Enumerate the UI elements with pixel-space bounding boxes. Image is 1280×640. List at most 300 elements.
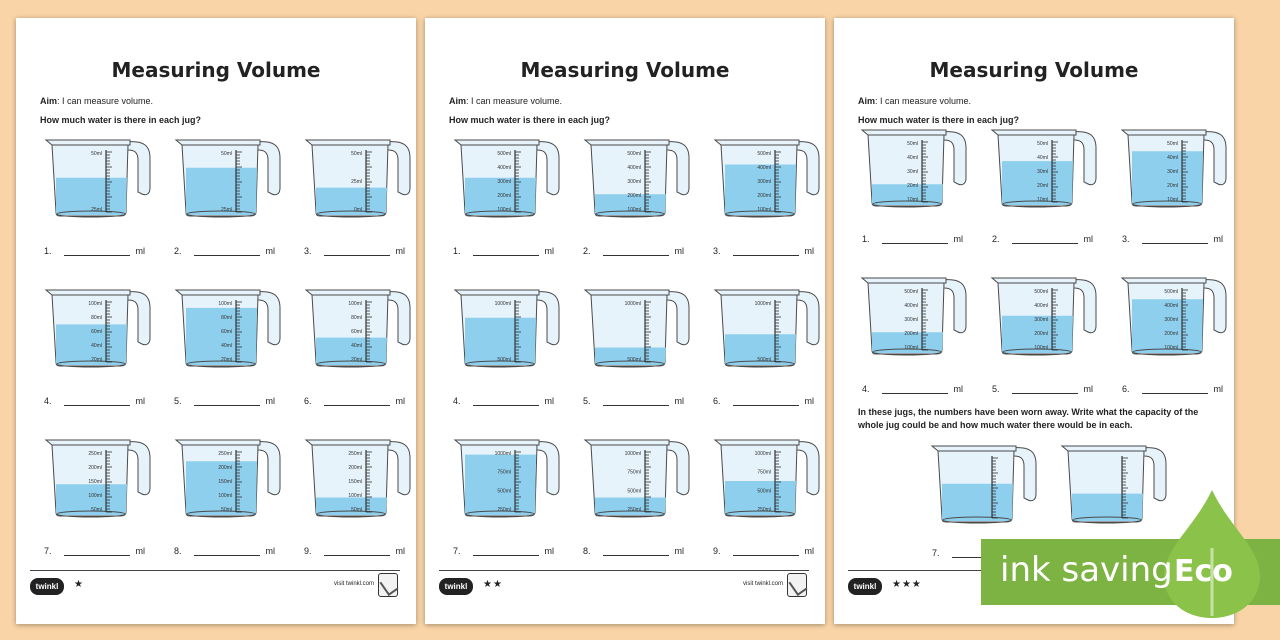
answer-blank[interactable] xyxy=(324,396,390,406)
scale-label: 100ml xyxy=(1164,345,1178,351)
quality-badge-icon xyxy=(378,573,398,597)
jug-rim xyxy=(1062,446,1146,451)
visit-link-text: visit twinkl.com xyxy=(333,581,374,587)
measuring-jug xyxy=(583,286,693,368)
answer-line[interactable] xyxy=(1122,384,1223,394)
footer xyxy=(439,570,809,610)
measuring-jug xyxy=(1060,442,1170,524)
scale-label: 50ml xyxy=(91,151,102,157)
answer-blank[interactable] xyxy=(733,246,799,256)
scale-label: 150ml xyxy=(348,479,362,485)
unit-label: ml xyxy=(265,546,276,556)
jug-rim xyxy=(992,130,1076,135)
scale-label: 40ml xyxy=(91,343,102,349)
question-number: 3. xyxy=(713,246,721,256)
jug-handle xyxy=(256,442,280,495)
answer-line[interactable] xyxy=(453,396,554,406)
scale-label: 50ml xyxy=(907,141,918,147)
measuring-jug xyxy=(44,136,154,218)
jug-rim xyxy=(176,140,260,145)
quality-badge-icon xyxy=(787,573,807,597)
answer-line[interactable] xyxy=(304,546,405,556)
question-number: 1. xyxy=(453,246,461,256)
scale-label: 200ml xyxy=(1164,331,1178,337)
answer-blank[interactable] xyxy=(473,546,539,556)
jug-handle xyxy=(256,142,280,195)
unit-label: ml xyxy=(135,546,146,556)
scale-label: 40ml xyxy=(351,343,362,349)
answer-blank[interactable] xyxy=(473,396,539,406)
aim-text: Aim: I can measure volume. xyxy=(449,96,563,106)
jug-handle xyxy=(1202,280,1226,333)
scale-label: 400ml xyxy=(904,303,918,309)
jug-handle xyxy=(795,442,819,495)
answer-blank[interactable] xyxy=(1012,384,1078,394)
unit-label: ml xyxy=(1083,384,1094,394)
answer-blank[interactable] xyxy=(194,546,260,556)
question-number: 5. xyxy=(583,396,591,406)
question-text: How much water is there in each jug? xyxy=(858,115,1020,125)
measuring-jug xyxy=(713,136,823,218)
answer-blank[interactable] xyxy=(603,246,669,256)
scale-label: 50ml xyxy=(91,507,102,513)
answer-blank[interactable] xyxy=(882,384,948,394)
scale-label: 500ml xyxy=(1034,289,1048,295)
jug-rim xyxy=(1122,130,1206,135)
scale-label: 500ml xyxy=(627,151,641,157)
question-number: 8. xyxy=(583,546,591,556)
scale-label: 100ml xyxy=(757,207,771,213)
question-number: 5. xyxy=(174,396,182,406)
scale-label: 25ml xyxy=(221,207,232,213)
scale-label: 500ml xyxy=(904,289,918,295)
scale-label: 400ml xyxy=(1034,303,1048,309)
worn-numbers-instruction: In these jugs, the numbers have been worn away. Write what the capacity of the whole jug could be and how much water there would be in each. xyxy=(858,407,1199,431)
jug-rim xyxy=(992,278,1076,283)
jug-rim xyxy=(862,130,946,135)
jug-rim xyxy=(306,140,390,145)
scale-label: 150ml xyxy=(218,479,232,485)
answer-blank[interactable] xyxy=(882,234,948,244)
scale-label: 1000ml xyxy=(624,451,641,457)
jug-handle xyxy=(535,142,559,195)
jug-rim xyxy=(176,290,260,295)
answer-line[interactable] xyxy=(44,246,145,256)
jug-rim xyxy=(932,446,1016,451)
unit-label: ml xyxy=(395,246,406,256)
jug-handle xyxy=(386,142,410,195)
unit-label: ml xyxy=(135,246,146,256)
scale-label: 200ml xyxy=(1034,331,1048,337)
answer-blank[interactable] xyxy=(64,546,130,556)
question-number: 4. xyxy=(862,384,870,394)
scale-label: 50ml xyxy=(351,507,362,513)
jug-handle xyxy=(386,292,410,345)
measuring-jug xyxy=(713,286,823,368)
scale-label: 100ml xyxy=(348,301,362,307)
scale-label: 100ml xyxy=(218,493,232,499)
scale-label: 200ml xyxy=(497,193,511,199)
question-number: 2. xyxy=(992,234,1000,244)
unit-label: ml xyxy=(135,396,146,406)
unit-label: ml xyxy=(1213,384,1224,394)
question-text: How much water is there in each jug? xyxy=(449,115,611,125)
twinkl-logo: twinkl xyxy=(439,578,473,595)
scale-label: 300ml xyxy=(904,317,918,323)
jug-handle xyxy=(126,292,150,345)
answer-line[interactable] xyxy=(713,546,814,556)
scale-label: 80ml xyxy=(221,315,232,321)
scale-label: 500ml xyxy=(497,488,511,495)
jug-handle xyxy=(665,442,689,495)
scale-label: 20ml xyxy=(907,183,918,189)
scale-label: 100ml xyxy=(627,207,641,213)
measuring-jug xyxy=(583,436,693,518)
jug-handle xyxy=(795,292,819,345)
aim-text: Aim: I can measure volume. xyxy=(40,96,154,106)
jug-rim xyxy=(455,440,539,445)
jug-rim xyxy=(176,440,260,445)
measuring-jug xyxy=(1120,274,1230,356)
scale-label: 500ml xyxy=(757,488,771,495)
answer-line[interactable] xyxy=(304,396,405,406)
scale-label: 300ml xyxy=(1164,317,1178,323)
scale-label: 60ml xyxy=(91,329,102,335)
worksheet-1 xyxy=(16,18,416,624)
question-number: 6. xyxy=(1122,384,1130,394)
scale-label: 20ml xyxy=(1037,183,1048,189)
scale-label: 100ml xyxy=(88,301,102,307)
scale-label: 60ml xyxy=(221,329,232,335)
unit-label: ml xyxy=(1213,234,1224,244)
measuring-jug xyxy=(304,136,414,218)
jug-rim xyxy=(46,140,130,145)
unit-label: ml xyxy=(265,246,276,256)
scale-label: 750ml xyxy=(757,469,771,476)
scale-label: 200ml xyxy=(757,193,771,199)
answer-blank[interactable] xyxy=(733,546,799,556)
jug-handle xyxy=(256,292,280,345)
scale-label: 80ml xyxy=(91,315,102,321)
measuring-jug xyxy=(990,126,1100,208)
jug-handle xyxy=(386,442,410,495)
jug-handle xyxy=(1202,132,1226,185)
jug-rim xyxy=(306,290,390,295)
measuring-jug xyxy=(174,136,284,218)
question-number: 7. xyxy=(932,548,940,558)
jug-handle xyxy=(942,132,966,185)
eco-label: Eco xyxy=(1174,554,1233,589)
jug-handle xyxy=(1072,132,1096,185)
unit-label: ml xyxy=(265,396,276,406)
scale-label: 60ml xyxy=(351,329,362,335)
jug-handle xyxy=(795,142,819,195)
scale-label: 750ml xyxy=(497,469,511,476)
answer-line[interactable] xyxy=(174,396,275,406)
twinkl-logo: twinkl xyxy=(30,578,64,595)
answer-line[interactable] xyxy=(304,246,405,256)
scale-label: 100ml xyxy=(88,493,102,499)
answer-blank[interactable] xyxy=(324,246,390,256)
scale-label: 300ml xyxy=(497,179,511,185)
answer-line[interactable] xyxy=(583,246,684,256)
measuring-jug xyxy=(174,436,284,518)
measuring-jug xyxy=(583,136,693,218)
answer-line[interactable] xyxy=(174,546,275,556)
measuring-jug xyxy=(304,286,414,368)
scale-label: 30ml xyxy=(907,169,918,175)
jug-rim xyxy=(862,278,946,283)
scale-label: 100ml xyxy=(497,207,511,213)
unit-label: ml xyxy=(804,546,815,556)
ink-saving-label: ink saving xyxy=(1000,550,1173,590)
scale-label: 40ml xyxy=(221,343,232,349)
question-number: 6. xyxy=(713,396,721,406)
jug-handle xyxy=(665,292,689,345)
page-title: Measuring Volume xyxy=(111,58,321,82)
question-number: 2. xyxy=(583,246,591,256)
scale-label: 300ml xyxy=(757,179,771,185)
page-title: Measuring Volume xyxy=(520,58,730,82)
answer-line[interactable] xyxy=(862,384,963,394)
unit-label: ml xyxy=(544,546,555,556)
question-number: 1. xyxy=(862,234,870,244)
scale-label: 1000ml xyxy=(494,301,511,307)
question-number: 2. xyxy=(174,246,182,256)
scale-label: 250ml xyxy=(627,507,641,513)
answer-line[interactable] xyxy=(862,234,963,244)
unit-label: ml xyxy=(804,396,815,406)
answer-blank[interactable] xyxy=(473,246,539,256)
answer-line[interactable] xyxy=(713,396,814,406)
scale-label: 20ml xyxy=(221,357,232,363)
question-text: How much water is there in each jug? xyxy=(40,115,202,125)
jug-handle xyxy=(1072,280,1096,333)
scale-label: 40ml xyxy=(907,155,918,161)
difficulty-stars: ★★ xyxy=(483,579,503,590)
scale-label: 200ml xyxy=(348,465,362,471)
scale-label: 150ml xyxy=(88,479,102,485)
measuring-jug xyxy=(860,126,970,208)
scale-label: 500ml xyxy=(497,151,511,157)
jug-rim xyxy=(455,140,539,145)
jug-rim xyxy=(585,140,669,145)
scale-label: 30ml xyxy=(1167,169,1178,175)
jug-rim xyxy=(455,290,539,295)
question-number: 9. xyxy=(713,546,721,556)
scale-label: 80ml xyxy=(351,315,362,321)
scale-label: 200ml xyxy=(627,193,641,199)
worksheet-2 xyxy=(425,18,825,624)
scale-label: 100ml xyxy=(1034,345,1048,351)
scale-label: 500ml xyxy=(627,357,641,363)
scale-label: 300ml xyxy=(1034,317,1048,323)
question-number: 1. xyxy=(44,246,52,256)
jug-rim xyxy=(585,290,669,295)
answer-line[interactable] xyxy=(453,546,554,556)
scale-label: 20ml xyxy=(91,357,102,363)
question-number: 9. xyxy=(304,546,312,556)
answer-line[interactable] xyxy=(1122,234,1223,244)
scale-label: 400ml xyxy=(757,165,771,171)
answer-line[interactable] xyxy=(44,546,145,556)
scale-label: 30ml xyxy=(1037,169,1048,175)
unit-label: ml xyxy=(804,246,815,256)
scale-label: 20ml xyxy=(1167,183,1178,189)
jug-rim xyxy=(715,440,799,445)
scale-label: 40ml xyxy=(1037,155,1048,161)
question-number: 7. xyxy=(453,546,461,556)
jug-handle xyxy=(126,442,150,495)
aim-text: Aim: I can measure volume. xyxy=(858,96,972,106)
question-number: 8. xyxy=(174,546,182,556)
answer-blank[interactable] xyxy=(1142,384,1208,394)
scale-label: 400ml xyxy=(497,165,511,171)
jug-handle xyxy=(1012,448,1036,501)
unit-label: ml xyxy=(674,246,685,256)
answer-blank[interactable] xyxy=(603,546,669,556)
measuring-jug xyxy=(453,136,563,218)
scale-label: 1000ml xyxy=(494,451,511,457)
jug-rim xyxy=(306,440,390,445)
answer-blank[interactable] xyxy=(194,246,260,256)
answer-line[interactable] xyxy=(174,246,275,256)
scale-label: 100ml xyxy=(218,301,232,307)
scale-label: 750ml xyxy=(627,469,641,476)
scale-label: 200ml xyxy=(88,465,102,471)
jug-rim xyxy=(715,290,799,295)
unit-label: ml xyxy=(674,546,685,556)
question-number: 5. xyxy=(992,384,1000,394)
scale-label: 1000ml xyxy=(624,301,641,307)
answer-blank[interactable] xyxy=(194,396,260,406)
scale-label: 200ml xyxy=(904,331,918,337)
scale-label: 250ml xyxy=(757,507,771,513)
answer-line[interactable] xyxy=(992,384,1093,394)
answer-line[interactable] xyxy=(44,396,145,406)
answer-line[interactable] xyxy=(583,396,684,406)
answer-blank[interactable] xyxy=(1142,234,1208,244)
jug-rim xyxy=(1122,278,1206,283)
scale-label: 100ml xyxy=(904,345,918,351)
scale-label: 1000ml xyxy=(754,451,771,457)
jug-handle xyxy=(665,142,689,195)
unit-label: ml xyxy=(395,396,406,406)
answer-blank[interactable] xyxy=(64,396,130,406)
jug-handle xyxy=(126,142,150,195)
answer-line[interactable] xyxy=(992,234,1093,244)
question-number: 3. xyxy=(304,246,312,256)
unit-label: ml xyxy=(1083,234,1094,244)
measuring-jug xyxy=(713,436,823,518)
scale-label: 50ml xyxy=(1167,141,1178,147)
scale-label: 25ml xyxy=(351,179,362,185)
scale-label: 400ml xyxy=(1164,303,1178,309)
footer xyxy=(30,570,400,610)
scale-label: 10ml xyxy=(1037,197,1048,203)
water-fill xyxy=(942,484,1013,521)
jug-rim xyxy=(585,440,669,445)
measuring-jug xyxy=(930,442,1040,524)
scale-label: 50ml xyxy=(221,151,232,157)
scale-label: 500ml xyxy=(757,357,771,363)
question-number: 4. xyxy=(453,396,461,406)
jug-handle xyxy=(942,280,966,333)
scale-label: 100ml xyxy=(348,493,362,499)
question-number: 3. xyxy=(1122,234,1130,244)
answer-line[interactable] xyxy=(583,546,684,556)
scale-label: 40ml xyxy=(1167,155,1178,161)
jug-handle xyxy=(535,292,559,345)
measuring-jug xyxy=(453,436,563,518)
scale-label: 500ml xyxy=(757,151,771,157)
measuring-jug xyxy=(44,436,154,518)
scale-label: 50ml xyxy=(221,507,232,513)
scale-label: 250ml xyxy=(497,507,511,513)
answer-line[interactable] xyxy=(713,246,814,256)
answer-blank[interactable] xyxy=(603,396,669,406)
measuring-jug xyxy=(990,274,1100,356)
jug-rim xyxy=(715,140,799,145)
scale-label: 50ml xyxy=(351,151,362,157)
page-title: Measuring Volume xyxy=(929,58,1139,82)
measuring-jug xyxy=(174,286,284,368)
scale-label: 200ml xyxy=(218,465,232,471)
scale-label: 1000ml xyxy=(754,301,771,307)
unit-label: ml xyxy=(544,396,555,406)
unit-label: ml xyxy=(953,234,964,244)
water-fill xyxy=(465,455,536,515)
scale-label: 250ml xyxy=(218,451,232,457)
unit-label: ml xyxy=(953,384,964,394)
measuring-jug xyxy=(453,286,563,368)
scale-label: 500ml xyxy=(627,488,641,495)
twinkl-logo: twinkl xyxy=(848,578,882,595)
measuring-jug xyxy=(304,436,414,518)
scale-label: 20ml xyxy=(351,357,362,363)
unit-label: ml xyxy=(395,546,406,556)
measuring-jug xyxy=(44,286,154,368)
visit-link-text: visit twinkl.com xyxy=(742,581,783,587)
answer-blank[interactable] xyxy=(733,396,799,406)
answer-line[interactable] xyxy=(453,246,554,256)
scale-label: 10ml xyxy=(1167,197,1178,203)
question-number: 4. xyxy=(44,396,52,406)
scale-label: 500ml xyxy=(1164,289,1178,295)
difficulty-stars: ★ xyxy=(74,579,84,590)
answer-blank[interactable] xyxy=(64,246,130,256)
scale-label: 250ml xyxy=(88,451,102,457)
jug-rim xyxy=(46,440,130,445)
scale-label: 250ml xyxy=(348,451,362,457)
scale-label: 300ml xyxy=(627,179,641,185)
unit-label: ml xyxy=(544,246,555,256)
measuring-jug xyxy=(860,274,970,356)
measuring-jug xyxy=(1120,126,1230,208)
jug-rim xyxy=(46,290,130,295)
question-number: 7. xyxy=(44,546,52,556)
scale-label: 50ml xyxy=(1037,141,1048,147)
difficulty-stars: ★★★ xyxy=(892,579,922,590)
jug-handle xyxy=(535,442,559,495)
scale-label: 500ml xyxy=(497,357,511,363)
scale-label: 10ml xyxy=(907,197,918,203)
scale-label: 400ml xyxy=(627,165,641,171)
scale-label: 0ml xyxy=(353,207,362,213)
answer-blank[interactable] xyxy=(1012,234,1078,244)
scale-label: 25ml xyxy=(91,207,102,213)
answer-blank[interactable] xyxy=(324,546,390,556)
